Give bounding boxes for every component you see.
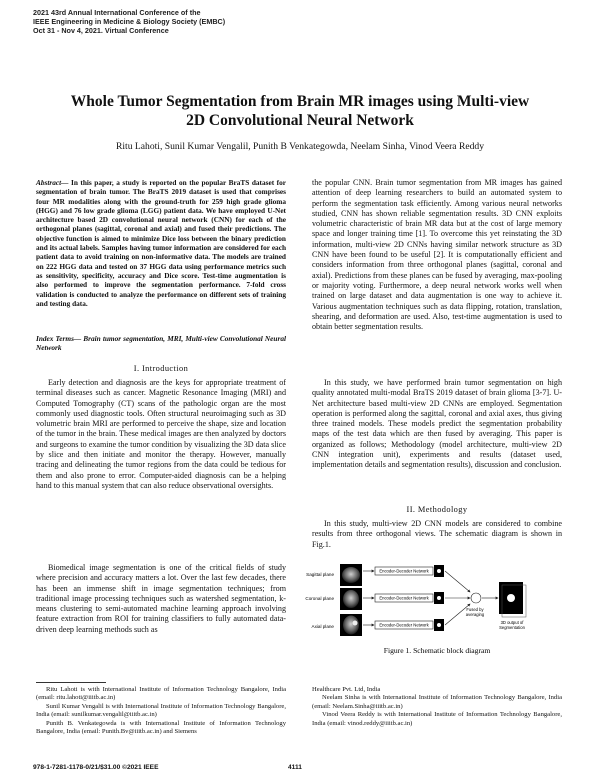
prediction-blob [437,569,441,573]
footnote: Punith B. Venkategowda is with International Institute of Information Technology Bangalore, India (email: Punith.Bv@iiitb.ac.in) and Siemens [36,719,286,736]
prediction-blob [437,623,441,627]
index-terms [36,334,286,353]
sagittal-label: Sagittal plane [306,572,334,577]
index-terms-label: Index Terms— [36,334,82,343]
footnotes-left [36,686,286,736]
paragraph-text: In this study, we have performed brain tumor segmentation on high quality annotated multi-modal BraTS 2019 dataset of brain glioma [3-7]. U-Net architecture based multi-view 2D CNNs are employed. Segmentation operation is performed along the sagittal, coronal and axial axes, thus giving three trained models. These models predict the segmentation probability maps of the test data which are then fused by averaging. This paper is organized as follows; Methodology (model architecture, multi-view 2D CNN integration unit), experiments and results (dataset used, implementation details and segmentation results), discussion and conclusion. [312,378,562,470]
conference-line: Oct 31 - Nov 4, 2021. Virtual Conference [33,26,169,36]
coronal-label: Coronal plane [305,596,334,601]
footnote: Sunil Kumar Vengalil is with International Institute of Information Technology Bangalore, India (email: sunilkumar.vengalil@iiitb.ac.in) [36,702,286,719]
conference-line: 2021 43rd Annual International Conference of the [33,8,201,17]
section-heading-introduction: I. Introduction [133,364,189,373]
schematic-figure [305,556,562,660]
footnote: Vinod Veera Reddy is with International Institute of Information Technology Bangalore, India (email: vinod.reddy@iiitb.ac.in) [312,711,562,727]
figure-caption: Figure 1. Schematic block diagram [383,646,491,655]
axial-brain [343,616,359,635]
intro-paragraph-1 [36,378,286,491]
footnote: Healthcare Pvt. Ltd, India [312,686,381,693]
output-label-2: Segmentation [499,625,525,630]
author-list: Ritu Lahoti, Sunil Kumar Vengalil, Punith B Venkategowda, Neelam Sinha, Vinod Veera Reddy [115,141,485,152]
arrow [445,571,470,592]
prediction-blob [437,596,441,600]
tumor-marker [353,621,358,626]
output-label-1: 3D output of [500,620,524,625]
intro-paragraph-2 [36,563,286,635]
fusion-node [471,593,481,603]
axial-label: Axial plane [311,624,334,629]
footnote: Neelam Sinha is with International Institute of Information Technology Bangalore, India (email: Neelam.Sinha@iiitb.ac.in) [312,694,562,710]
output-tumor [507,594,515,602]
index-terms-text: Brain tumor segmentation, MRI, Multi-view Convolutional Neural Network [36,334,286,353]
network-label-2: Encoder-Decoder Network [379,595,429,601]
paper-title: Whole Tumor Segmentation from Brain MR images using Multi-view 2D Convolutional Neural Network [70,93,530,129]
conference-line: IEEE Engineering in Medicine & Biology Society (EMBC) [33,17,226,27]
paragraph-text: the popular CNN. Brain tumor segmentation from MR images has gained attention of deep learning researchers to build an automated system to perform the segmentation task efficiently. Among various neural networks studied, CNN has shown reliable segmentation results. 3D CNN exploits volumetric characteristic of brain MR data but at the cost of large memory space and longer training time [1]. To overcome this yet reinstating the 3D information, multi-view 2D CNNs having similar network structure as 3D CNN have been found to be useful [2]. It is computationally efficient and considers information from three orthogonal planes (sagittal, coronal and axial). Predictions from these planes can be fused by averaging, max-pooling or majority voting. Furthermore, a deep neural network works well when trained on large dataset and data augmentation is one way to achieve it. Various augmentation techniques such as data flipping, rotation, translation, shearing, and deformation are used. Also, test-time augmentation is used to obtain better segmentation results. [312,178,562,332]
abstract-text: In this paper, a study is reported on the popular BraTS dataset for segmentation of brain tumor. The BraTS 2019 dataset is used that comprises four MR modalities along with the ground-truth for 259 high grade glioma (HGG) and 76 low grade glioma (LGG) patient data. We have employed U-Net architecture based 2D convolutional neural network (CNN) for each of the orthogonal planes (sagittal, coronal and axial) and fused their predictions. The objective function is aimed to minimize Dice loss between the binary prediction and its actual labels. Samples having tumor information are considered for each patient data to avoid training on non-informative data. The models are trained on 222 HGG data and tested on 37 HGG data using performance metrics such as sensitivity, specificity, accuracy and Dice score. Test-time augmentation is also performed to improve the segmentation performance. 7-fold cross validation is conducted to analyze the performance on different sets of training and testing data. [36,178,286,308]
network-label-3: Encoder-Decoder Network [379,622,429,628]
section-heading-methodology: II. Methodology [406,505,468,514]
network-label-1: Encoder-Decoder Network [379,568,429,574]
sagittal-brain [342,567,360,583]
paragraph-text: Early detection and diagnosis are the keys for appropriate treatment of terminal diseases such as cancer. Magnetic Resonance Imaging (MRI) and Computed Tomography (CT) scans of the pathologic organ are the most commonly used diagnostic tools. Often structural neuroimaging such as 3D volumetric brain MRI are performed to perceive the shape, size and location of the tumor in the brain. These medical images are then analyzed by doctors and surgeons to examine the tumor condition by visualizing the 3D data slice by slice and then initiate and monitor the therapy. However, manually tracing and delineating the tumor regions from the data could be tedious for them and also prone to error. Computer-aided diagnosis can be a helping hand to this manual system that can also reduce observational oversights. [36,378,286,490]
page-number: 4111 [288,764,302,771]
paragraph-text: Biomedical image segmentation is one of the critical fields of study where precision and accuracy matters a lot. Over the last few decades, there has been an immense shift in image segmentation techniques; from traditional image processing techniques such as watershed segmentation, k-means clustering to semi-automated machine learning approach involving feature extraction from ROI for training classifiers to fully automated data-driven deep learning methods such as [36,563,286,634]
conference-header [33,8,333,36]
abstract-label: Abstract— [36,178,69,187]
footnote: Ritu Lahoti is with International Institute of Information Technology Bangalore, India (email: ritu.lahoti@iiitb.ac.in) [36,686,286,702]
footnote-rule [36,682,106,683]
right-paragraph-2 [312,378,562,471]
paragraph-text: In this study, multi-view 2D CNN models are considered to combine results from three orthogonal views. The schematic diagram is shown in Fig.1. [312,519,562,549]
method-paragraph-1 [312,519,562,550]
coronal-brain [343,590,359,608]
footnotes-right [312,686,562,728]
fusion-label-2: averaging [465,612,485,617]
fusion-label-1: Fused by [466,607,484,612]
right-paragraph-1 [312,178,562,332]
abstract [36,178,286,308]
isbn-footer: 978-1-7281-1178-0/21/$31.00 ©2021 IEEE [33,764,159,771]
